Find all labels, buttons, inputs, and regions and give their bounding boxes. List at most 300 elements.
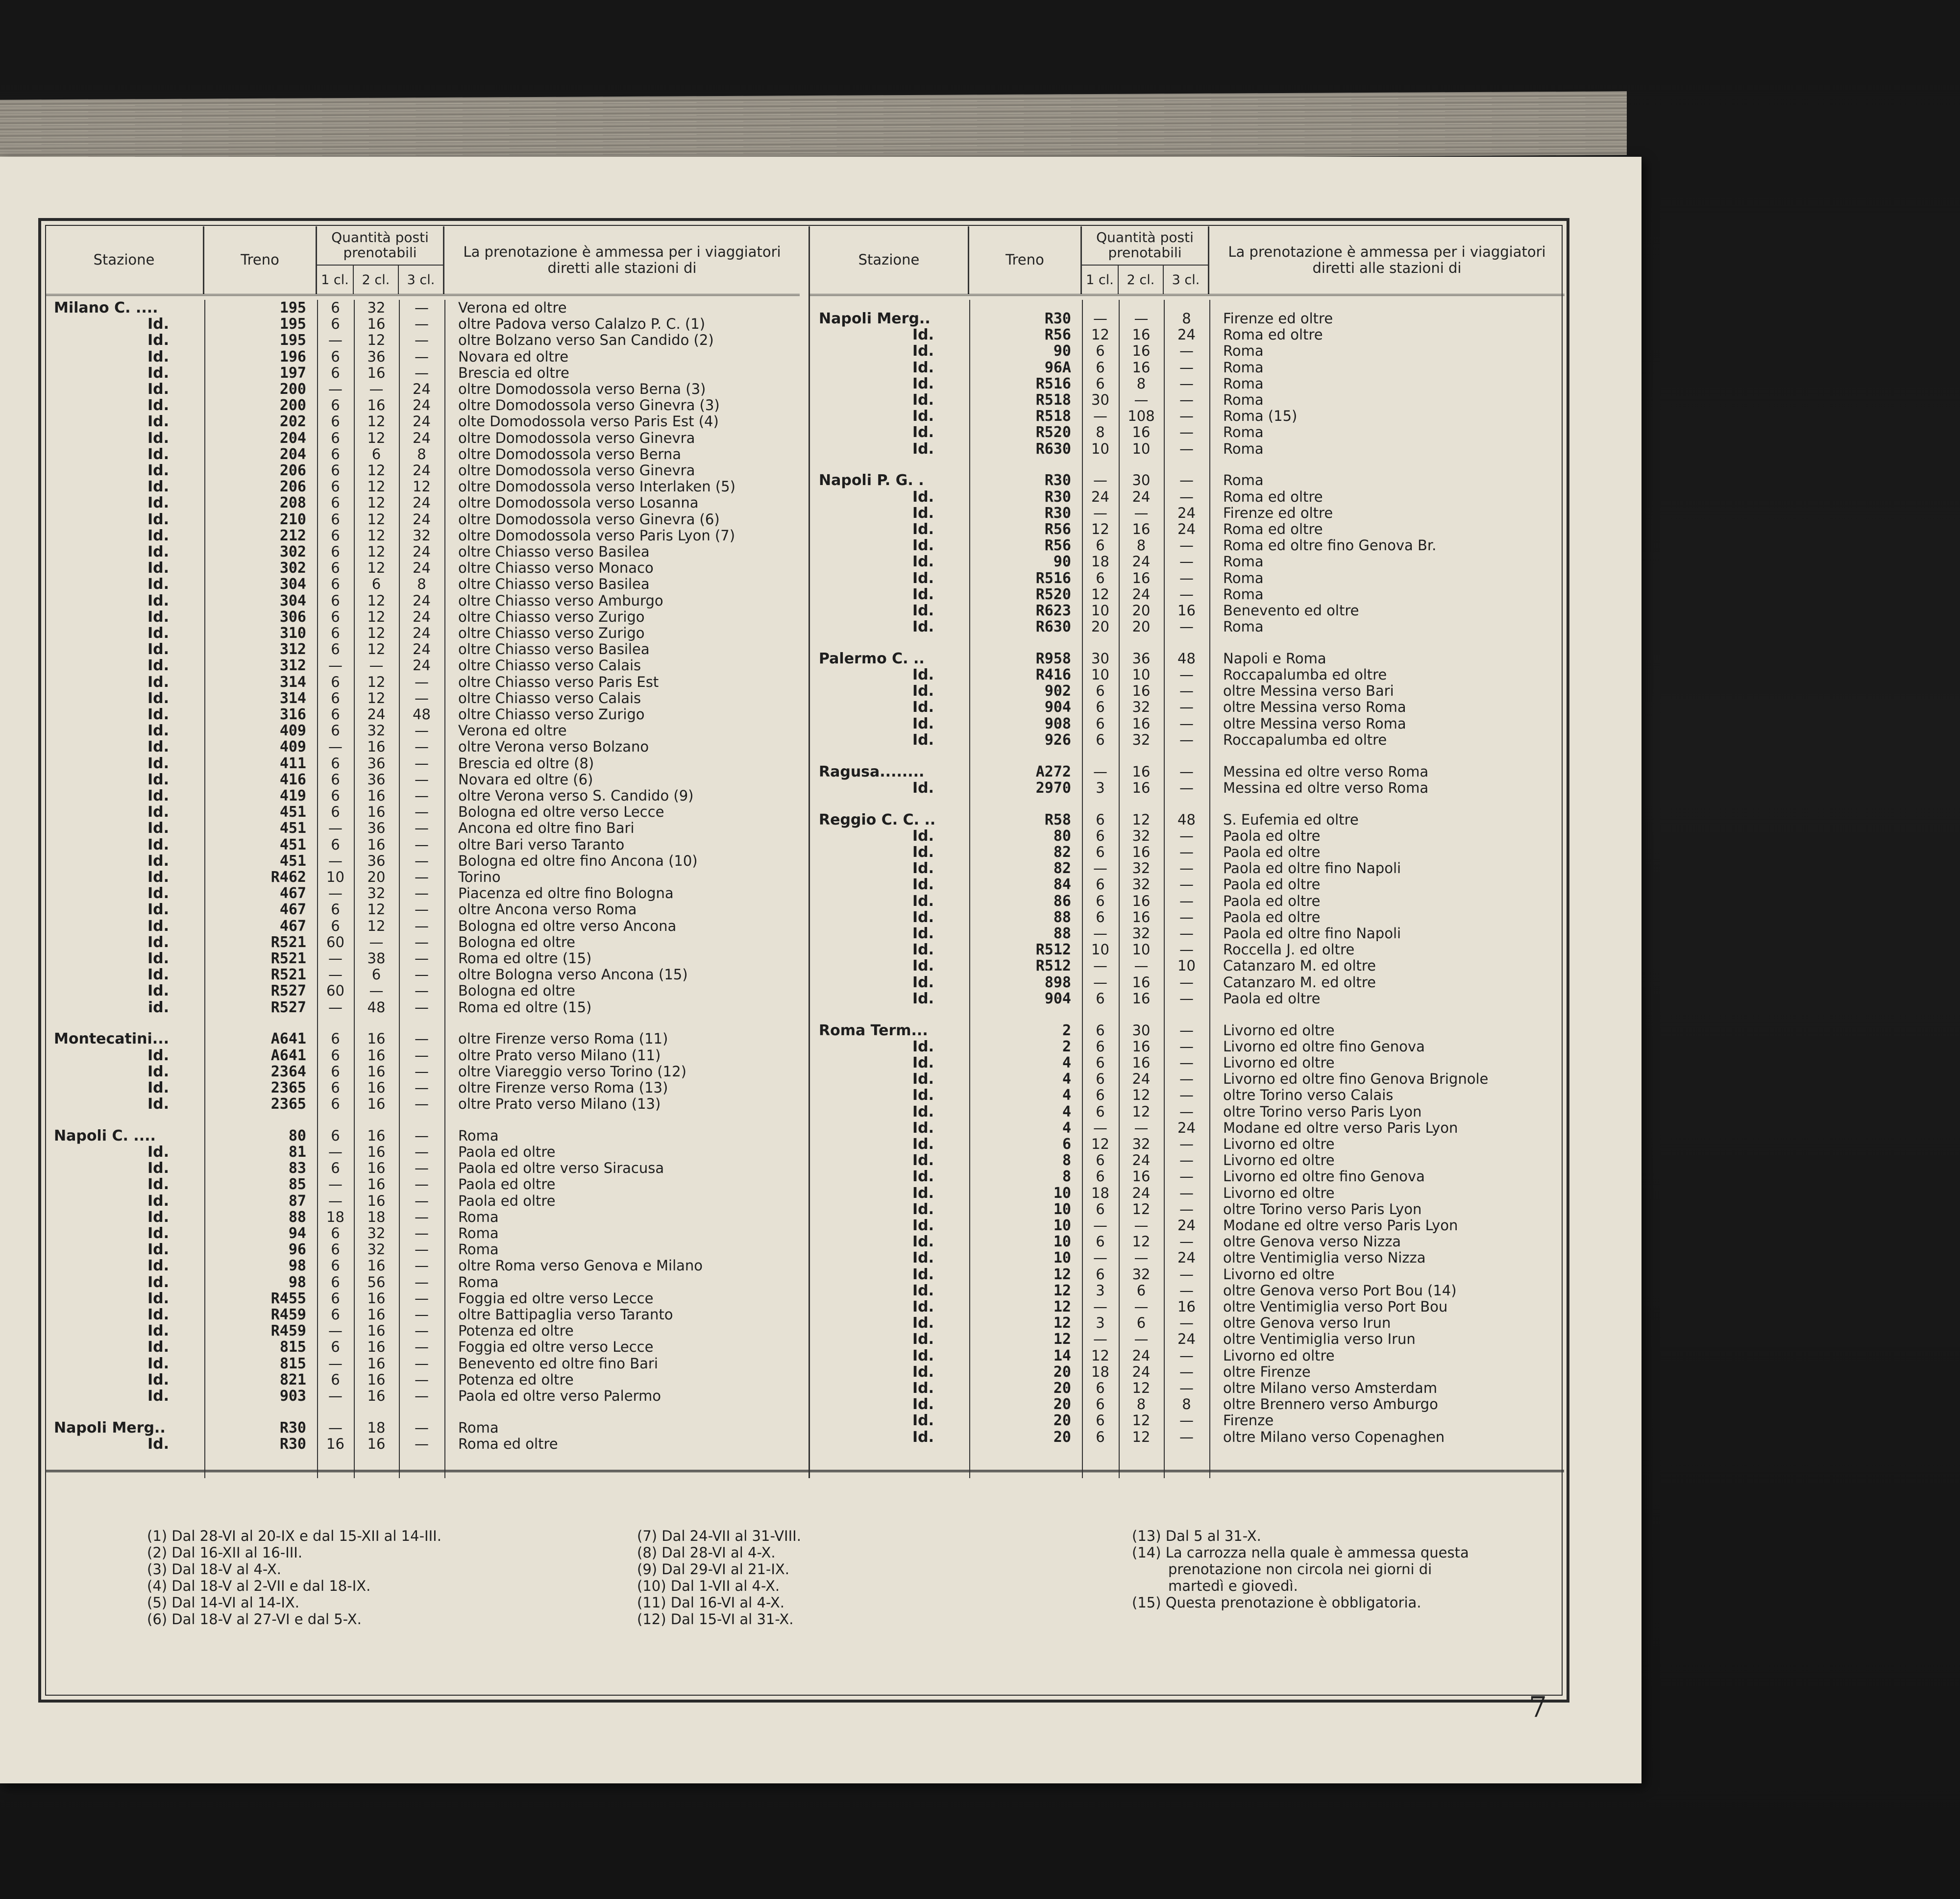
table-row — [45, 495, 800, 511]
qty-1cl-cell: 6 — [331, 1257, 340, 1274]
qty-3cl-cell: — — [1179, 843, 1194, 860]
table-row — [810, 651, 1565, 667]
footnote: (13) Dal 5 al 31-X. — [1132, 1528, 1261, 1544]
table-row — [45, 544, 800, 560]
destination-cell: Roma ed oltre fino Genova Br. — [1223, 537, 1437, 554]
table-row — [45, 853, 800, 869]
qty-1cl-cell: 6 — [331, 1371, 340, 1388]
station-cell: Id. — [147, 1192, 169, 1210]
table-row — [810, 1104, 1565, 1120]
qty-2cl-cell: 18 — [367, 1208, 386, 1225]
qty-2cl-cell: 16 — [367, 1160, 386, 1177]
train-cell: 926 — [1044, 731, 1071, 749]
footnote: (15) Questa prenotazione è obbligatoria. — [1132, 1594, 1421, 1611]
table-row — [45, 1225, 800, 1242]
destination-cell: Bologna ed oltre — [458, 933, 575, 950]
qty-2cl-cell: 32 — [367, 722, 386, 739]
qty-3cl-cell: — — [1179, 537, 1194, 554]
table-row — [45, 918, 800, 934]
train-cell: R58 — [1044, 811, 1071, 828]
qty-1cl-cell: 6 — [331, 299, 340, 316]
qty-3cl-cell: 24 — [1177, 1119, 1196, 1136]
destination-cell: oltre Chiasso verso Monaco — [458, 560, 654, 577]
destination-cell: Roma ed oltre — [458, 1436, 558, 1453]
train-cell: 2 — [1062, 1022, 1071, 1039]
station-cell: Id. — [912, 1135, 934, 1153]
destination-cell: Catanzaro M. ed oltre — [1223, 974, 1376, 991]
header-destination: La prenotazione è ammessa per i viaggiatori diretti alle stazioni di — [1228, 243, 1546, 276]
table-header — [45, 226, 800, 296]
station-cell: Id. — [912, 585, 934, 603]
train-cell: 88 — [1053, 908, 1071, 926]
train-cell: 4 — [1062, 1103, 1071, 1120]
train-cell: 202 — [279, 413, 306, 431]
qty-3cl-cell: 32 — [413, 527, 431, 544]
qty-2cl-cell: 16 — [1132, 342, 1151, 360]
station-cell: Id. — [147, 527, 169, 544]
qty-3cl-cell: — — [1179, 585, 1194, 603]
station-cell: Id. — [147, 413, 169, 431]
station-cell: Id. — [147, 462, 169, 479]
train-cell: 210 — [279, 511, 306, 528]
qty-2cl-cell: 12 — [1132, 1200, 1151, 1217]
qty-3cl-cell: — — [1179, 569, 1194, 586]
train-cell: R630 — [1035, 618, 1071, 636]
footnote: martedì e giovedì. — [1168, 1578, 1298, 1594]
footnote-column — [147, 1528, 441, 1628]
station-cell: Id. — [912, 779, 934, 797]
destination-cell: Livorno ed oltre fino Genova — [1223, 1038, 1425, 1055]
train-cell: 20 — [1053, 1363, 1071, 1381]
qty-2cl-cell: 16 — [367, 364, 386, 381]
station-cell: Id. — [912, 1282, 934, 1299]
table-row — [45, 511, 800, 528]
station-cell: Id. — [147, 869, 169, 886]
station-cell: Id. — [912, 359, 934, 376]
header-station: Stazione — [45, 226, 204, 294]
qty-2cl-cell: — — [1134, 1331, 1149, 1348]
qty-1cl-cell: 6 — [1096, 1022, 1105, 1039]
qty-3cl-cell: — — [1179, 731, 1194, 748]
qty-1cl-cell: 6 — [1096, 1087, 1105, 1104]
station-cell: Id. — [912, 1315, 934, 1332]
page-number: 7 — [1529, 1690, 1547, 1724]
qty-1cl-cell: 6 — [331, 689, 340, 706]
station-cell: Id. — [147, 885, 169, 902]
destination-cell: Roma — [458, 1225, 499, 1242]
table-row — [810, 1169, 1565, 1185]
table-row — [810, 537, 1565, 554]
qty-1cl-cell: 6 — [331, 348, 340, 365]
station-cell: Id. — [147, 1388, 169, 1405]
table-row — [45, 397, 800, 414]
qty-2cl-cell: 32 — [367, 885, 386, 902]
station-cell: Id. — [912, 1038, 934, 1055]
table-row — [45, 1128, 800, 1144]
table-row — [45, 430, 800, 446]
qty-2cl-cell: 38 — [367, 950, 386, 967]
destination-cell: Roma — [458, 1273, 499, 1290]
qty-1cl-cell: 6 — [1096, 537, 1105, 554]
qty-3cl-cell: — — [1179, 1168, 1194, 1185]
qty-1cl-cell: 6 — [1096, 1266, 1105, 1283]
table-row — [45, 463, 800, 479]
qty-3cl-cell: 48 — [1177, 811, 1196, 828]
train-cell: R512 — [1035, 957, 1071, 975]
qty-1cl-cell: 6 — [331, 1241, 340, 1258]
table-row — [810, 1234, 1565, 1250]
table-row — [810, 1250, 1565, 1266]
destination-cell: Paola ed oltre verso Palermo — [458, 1388, 661, 1405]
station-cell: Id. — [912, 602, 934, 619]
qty-1cl-cell: — — [1093, 957, 1107, 974]
station-cell: Id. — [147, 803, 169, 821]
train-cell: 206 — [279, 462, 306, 479]
qty-2cl-cell: 16 — [367, 1339, 386, 1356]
station-cell: Id. — [912, 342, 934, 360]
station-cell: Id. — [912, 440, 934, 458]
table-row — [810, 1136, 1565, 1152]
qty-2cl-cell: 16 — [367, 836, 386, 853]
station-cell: Id. — [147, 641, 169, 658]
destination-cell: Paola ed oltre — [1223, 876, 1321, 893]
qty-3cl-cell: — — [415, 982, 429, 999]
station-cell: Id. — [147, 1371, 169, 1388]
header-3cl: 3 cl. — [1164, 266, 1209, 294]
qty-1cl-cell: 18 — [1091, 553, 1109, 570]
qty-1cl-cell: 6 — [1096, 375, 1105, 392]
destination-cell: oltre Domodossola verso Ginevra — [458, 462, 695, 479]
train-cell: 90 — [1053, 553, 1071, 571]
destination-cell: oltre Chiasso verso Basilea — [458, 543, 650, 560]
qty-1cl-cell: — — [328, 1192, 343, 1209]
station-cell: Id. — [147, 348, 169, 365]
destination-cell: Bologna ed oltre fino Ancona (10) — [458, 852, 698, 869]
station-cell: Id. — [147, 673, 169, 691]
destination-cell: Livorno ed oltre — [1223, 1054, 1335, 1071]
qty-3cl-cell: — — [415, 1273, 429, 1290]
destination-cell: Roma — [1223, 553, 1264, 570]
destination-cell: Ancona ed oltre fino Bari — [458, 820, 635, 837]
destination-cell: oltre Chiasso verso Amburgo — [458, 592, 663, 609]
qty-2cl-cell: 30 — [1132, 472, 1151, 489]
qty-1cl-cell: — — [328, 332, 343, 349]
table-row — [45, 349, 800, 365]
qty-1cl-cell: 6 — [331, 560, 340, 577]
qty-2cl-cell: 18 — [367, 1419, 386, 1436]
station-cell: Id. — [147, 917, 169, 935]
table-row — [45, 414, 800, 430]
qty-2cl-cell: 24 — [1132, 1347, 1151, 1364]
station-cell: Napoli Merg.. — [819, 310, 931, 327]
destination-cell: Roma (15) — [1223, 408, 1298, 425]
destination-cell: Roma — [458, 1127, 499, 1144]
train-cell: R56 — [1044, 326, 1071, 344]
destination-cell: Roma — [1223, 585, 1264, 603]
qty-1cl-cell: 60 — [326, 933, 344, 950]
qty-2cl-cell: 16 — [367, 1030, 386, 1047]
train-cell: 88 — [1053, 925, 1071, 942]
train-cell: R56 — [1044, 537, 1071, 555]
qty-2cl-cell: 32 — [367, 1225, 386, 1242]
destination-cell: oltre Chiasso verso Zurigo — [458, 608, 645, 625]
qty-2cl-cell: 16 — [367, 1257, 386, 1274]
qty-3cl-cell: — — [1179, 408, 1194, 425]
train-cell: 2364 — [270, 1063, 306, 1080]
train-cell: R30 — [1044, 488, 1071, 506]
table-row — [45, 674, 800, 690]
qty-2cl-cell: 32 — [1132, 699, 1151, 716]
qty-2cl-cell: 24 — [1132, 553, 1151, 570]
destination-cell: oltre Milano verso Amsterdam — [1223, 1379, 1438, 1396]
qty-3cl-cell: 24 — [413, 608, 431, 625]
table-row — [810, 1217, 1565, 1234]
qty-2cl-cell: — — [1134, 1119, 1149, 1136]
train-cell: 96 — [288, 1241, 306, 1259]
qty-1cl-cell: 6 — [331, 592, 340, 609]
train-cell: R527 — [270, 998, 306, 1016]
train-cell: 12 — [1053, 1282, 1071, 1299]
qty-2cl-cell: 16 — [367, 1355, 386, 1372]
qty-3cl-cell: — — [1179, 974, 1194, 991]
destination-cell: Modane ed oltre verso Paris Lyon — [1223, 1217, 1458, 1234]
destination-cell: oltre Genova verso Port Bou (14) — [1223, 1282, 1457, 1299]
train-cell: 195 — [279, 299, 306, 316]
qty-2cl-cell: 16 — [367, 1322, 386, 1339]
station-cell: Id. — [147, 1225, 169, 1242]
destination-cell: Piacenza ed oltre fino Bologna — [458, 885, 674, 902]
qty-2cl-cell: 16 — [1132, 1038, 1151, 1055]
destination-cell: Roma — [1223, 359, 1264, 376]
qty-1cl-cell: 6 — [1096, 1428, 1105, 1445]
train-cell: 451 — [279, 820, 306, 837]
qty-3cl-cell: — — [415, 1160, 429, 1177]
left-table — [45, 226, 800, 1478]
station-cell: Id. — [912, 1396, 934, 1413]
destination-cell: oltre Firenze — [1223, 1363, 1311, 1380]
table-row — [810, 392, 1565, 408]
qty-1cl-cell: — — [328, 1144, 343, 1161]
train-cell: R516 — [1035, 569, 1071, 587]
qty-3cl-cell: — — [415, 1306, 429, 1323]
qty-1cl-cell: 12 — [1091, 1135, 1109, 1152]
footnote: (10) Dal 1-VII al 4-X. — [637, 1578, 780, 1594]
destination-cell: Benevento ed oltre — [1223, 602, 1359, 619]
qty-1cl-cell: 6 — [1096, 843, 1105, 860]
qty-1cl-cell: — — [328, 998, 343, 1016]
station-cell: Id. — [912, 666, 934, 684]
qty-1cl-cell: 20 — [1091, 618, 1109, 635]
train-cell: 10 — [1053, 1233, 1071, 1251]
destination-cell: oltre Messina verso Roma — [1223, 715, 1406, 732]
qty-3cl-cell: — — [415, 950, 429, 967]
qty-1cl-cell: — — [1093, 1217, 1107, 1234]
destination-cell: oltre Chiasso verso Basilea — [458, 576, 650, 593]
qty-3cl-cell: — — [415, 1436, 429, 1453]
station-cell: Id. — [912, 1249, 934, 1267]
train-cell: 12 — [1053, 1298, 1071, 1315]
destination-cell: Roma — [1223, 569, 1264, 586]
qty-1cl-cell: — — [328, 966, 343, 983]
qty-3cl-cell: 24 — [1177, 1217, 1196, 1234]
qty-2cl-cell: 16 — [367, 316, 386, 333]
qty-1cl-cell: 10 — [1091, 666, 1109, 683]
destination-cell: Novara ed oltre — [458, 348, 569, 365]
qty-3cl-cell: — — [415, 1355, 429, 1372]
train-cell: 312 — [279, 641, 306, 658]
station-cell: Id. — [147, 1257, 169, 1275]
train-cell: 85 — [288, 1176, 306, 1193]
station-cell: Id. — [912, 1233, 934, 1251]
station-cell: Id. — [912, 1119, 934, 1137]
station-cell: Id. — [147, 738, 169, 756]
table-row — [810, 376, 1565, 392]
qty-3cl-cell: — — [415, 787, 429, 804]
table-row — [810, 1087, 1565, 1103]
qty-2cl-cell: 12 — [1132, 1379, 1151, 1396]
qty-1cl-cell: 6 — [331, 576, 340, 593]
train-cell: 409 — [279, 738, 306, 756]
table-row — [810, 1331, 1565, 1347]
qty-2cl-cell: 32 — [367, 299, 386, 316]
train-cell: 815 — [279, 1355, 306, 1372]
station-cell: Id. — [147, 560, 169, 577]
destination-cell: oltre Chiasso verso Zurigo — [458, 706, 645, 723]
qty-3cl-cell: — — [1179, 1135, 1194, 1152]
qty-2cl-cell: 8 — [1136, 537, 1146, 554]
qty-1cl-cell: — — [328, 1322, 343, 1339]
table-row — [45, 1274, 800, 1290]
destination-cell: Foggia ed oltre verso Lecce — [458, 1339, 654, 1356]
table-row — [810, 1185, 1565, 1201]
qty-2cl-cell: 6 — [1136, 1282, 1146, 1299]
qty-2cl-cell: 12 — [367, 592, 386, 609]
station-cell: Roma Term... — [819, 1022, 928, 1039]
station-cell: Id. — [147, 445, 169, 463]
qty-2cl-cell: 24 — [1132, 1071, 1151, 1088]
qty-1cl-cell: 24 — [1091, 488, 1109, 505]
train-cell: R459 — [270, 1306, 306, 1324]
table-row — [810, 909, 1565, 925]
table-row — [45, 1436, 800, 1452]
destination-cell: Modane ed oltre verso Paris Lyon — [1223, 1119, 1458, 1136]
qty-3cl-cell: 8 — [417, 576, 426, 593]
destination-cell: Roma — [1223, 440, 1264, 457]
qty-2cl-cell: — — [1134, 391, 1149, 408]
table-row — [45, 479, 800, 495]
qty-1cl-cell: 6 — [331, 1063, 340, 1080]
qty-1cl-cell: 6 — [331, 1306, 340, 1323]
qty-2cl-cell: 12 — [367, 608, 386, 625]
table-row — [45, 1339, 800, 1355]
station-cell: Milano C. .... — [54, 299, 158, 316]
qty-2cl-cell: 16 — [367, 803, 386, 821]
train-cell: 2970 — [1035, 779, 1071, 797]
qty-2cl-cell: 12 — [367, 641, 386, 658]
qty-2cl-cell: 24 — [1132, 585, 1151, 603]
header-train: Treno — [204, 226, 317, 294]
train-cell: 304 — [279, 592, 306, 609]
qty-1cl-cell: — — [1093, 925, 1107, 942]
qty-2cl-cell: 32 — [1132, 1135, 1151, 1152]
qty-1cl-cell: — — [1093, 472, 1107, 489]
qty-2cl-cell: 36 — [367, 820, 386, 837]
destination-cell: oltre Chiasso verso Paris Est — [458, 673, 659, 690]
train-cell: 312 — [279, 657, 306, 675]
station-cell: Id. — [147, 755, 169, 772]
table-row — [45, 772, 800, 788]
table-row — [810, 472, 1565, 488]
table-row — [810, 586, 1565, 603]
table-row — [810, 327, 1565, 343]
station-cell: Napoli Merg.. — [54, 1419, 166, 1436]
qty-2cl-cell: 56 — [367, 1273, 386, 1290]
destination-cell: oltre Ventimiglia verso Irun — [1223, 1331, 1416, 1348]
qty-1cl-cell: 6 — [331, 836, 340, 853]
destination-cell: Paola ed oltre — [1223, 892, 1321, 909]
destination-cell: Livorno ed oltre — [1223, 1184, 1335, 1201]
qty-2cl-cell: 24 — [1132, 1152, 1151, 1169]
qty-1cl-cell: — — [328, 885, 343, 902]
qty-3cl-cell: — — [1179, 1379, 1194, 1396]
train-cell: 314 — [279, 689, 306, 707]
table-row — [45, 332, 800, 348]
qty-1cl-cell: 6 — [331, 511, 340, 528]
qty-3cl-cell: — — [1179, 618, 1194, 635]
station-cell: Id. — [912, 715, 934, 732]
destination-cell: Roccapalumba ed oltre — [1223, 731, 1387, 748]
qty-2cl-cell: 12 — [367, 673, 386, 690]
qty-1cl-cell: 6 — [1096, 1071, 1105, 1088]
destination-cell: oltre Domodossola verso Paris Lyon (7) — [458, 527, 735, 544]
table-row — [45, 739, 800, 755]
qty-3cl-cell: 24 — [413, 543, 431, 560]
qty-3cl-cell: 24 — [413, 657, 431, 674]
table-row — [45, 300, 800, 316]
qty-1cl-cell: 6 — [331, 364, 340, 381]
station-cell: Id. — [912, 731, 934, 749]
qty-1cl-cell: 6 — [331, 1079, 340, 1096]
destination-cell: Potenza ed oltre — [458, 1322, 574, 1339]
table-row — [45, 609, 800, 625]
qty-1cl-cell: — — [1093, 504, 1107, 521]
station-cell: Id. — [147, 511, 169, 528]
qty-2cl-cell: 12 — [367, 689, 386, 706]
train-cell: 208 — [279, 494, 306, 512]
qty-3cl-cell: 24 — [413, 397, 431, 414]
qty-1cl-cell: 6 — [331, 625, 340, 641]
qty-2cl-cell: 12 — [367, 917, 386, 934]
qty-3cl-cell: — — [415, 1192, 429, 1209]
qty-3cl-cell: — — [1179, 908, 1194, 925]
qty-1cl-cell: 6 — [331, 413, 340, 430]
train-cell: R958 — [1035, 650, 1071, 667]
destination-cell: Roccella J. ed oltre — [1223, 941, 1355, 958]
table-row — [810, 360, 1565, 376]
qty-1cl-cell: 6 — [331, 755, 340, 772]
qty-3cl-cell: — — [415, 1339, 429, 1356]
footnote: (7) Dal 24-VII al 31-VIII. — [637, 1528, 801, 1544]
station-cell: Id. — [147, 787, 169, 804]
station-cell: Id. — [912, 1200, 934, 1218]
qty-2cl-cell: 24 — [367, 706, 386, 723]
qty-3cl-cell: — — [1179, 1152, 1194, 1169]
qty-1cl-cell: — — [328, 381, 343, 397]
qty-1cl-cell: 6 — [331, 429, 340, 446]
qty-1cl-cell: 6 — [331, 706, 340, 723]
header-1cl: 1 cl. — [1082, 266, 1119, 294]
destination-cell: oltre Ancona verso Roma — [458, 901, 637, 918]
